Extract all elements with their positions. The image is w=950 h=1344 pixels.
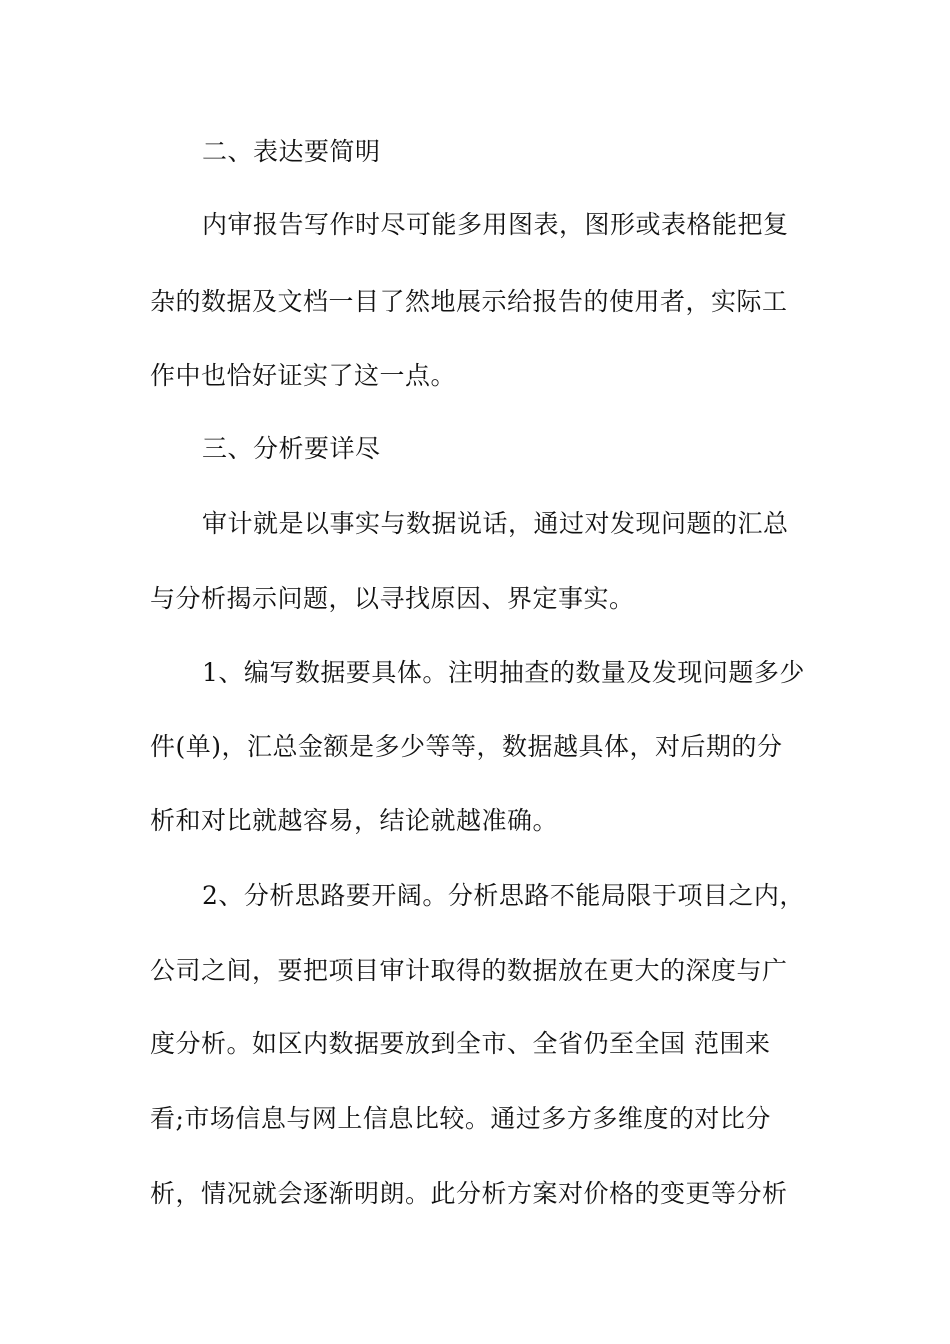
list-item-1-line: 1、编写数据要具体。注明抽查的数量及发现问题多少 bbox=[202, 658, 805, 687]
paragraph-line: 作中也恰好证实了这一点。 bbox=[150, 361, 457, 390]
list-item-2-line: 公司之间，要把项目审计取得的数据放在更大的深度与广 bbox=[150, 956, 788, 985]
list-item-1-line: 析和对比就越容易，结论就越准确。 bbox=[150, 806, 559, 835]
list-item-2-line: 度分析。如区内数据要放到全市、全省仍至全国 范围来 bbox=[150, 1029, 771, 1058]
list-item-2-line: 2、分析思路要开阔。分析思路不能局限于项目之内， bbox=[202, 881, 805, 910]
paragraph-line: 与分析揭示问题，以寻找原因、界定事实。 bbox=[150, 584, 635, 613]
list-item-1-line: 件(单)，汇总金额是多少等等，数据越具体，对后期的分 bbox=[150, 732, 783, 761]
list-item-2-line: 析，情况就会逐渐明朗。此分析方案对价格的变更等分析 bbox=[150, 1179, 788, 1208]
paragraph-line: 内审报告写作时尽可能多用图表，图形或表格能把复 bbox=[202, 210, 789, 239]
paragraph-line: 杂的数据及文档一目了然地展示给报告的使用者，实际工 bbox=[150, 287, 788, 316]
section-heading-3: 三、分析要详尽 bbox=[202, 434, 381, 463]
paragraph-line: 审计就是以事实与数据说话，通过对发现问题的汇总 bbox=[202, 509, 789, 538]
list-item-2-line: 看;市场信息与网上信息比较。通过多方多维度的对比分 bbox=[150, 1104, 771, 1133]
section-heading-2: 二、表达要简明 bbox=[202, 137, 381, 166]
